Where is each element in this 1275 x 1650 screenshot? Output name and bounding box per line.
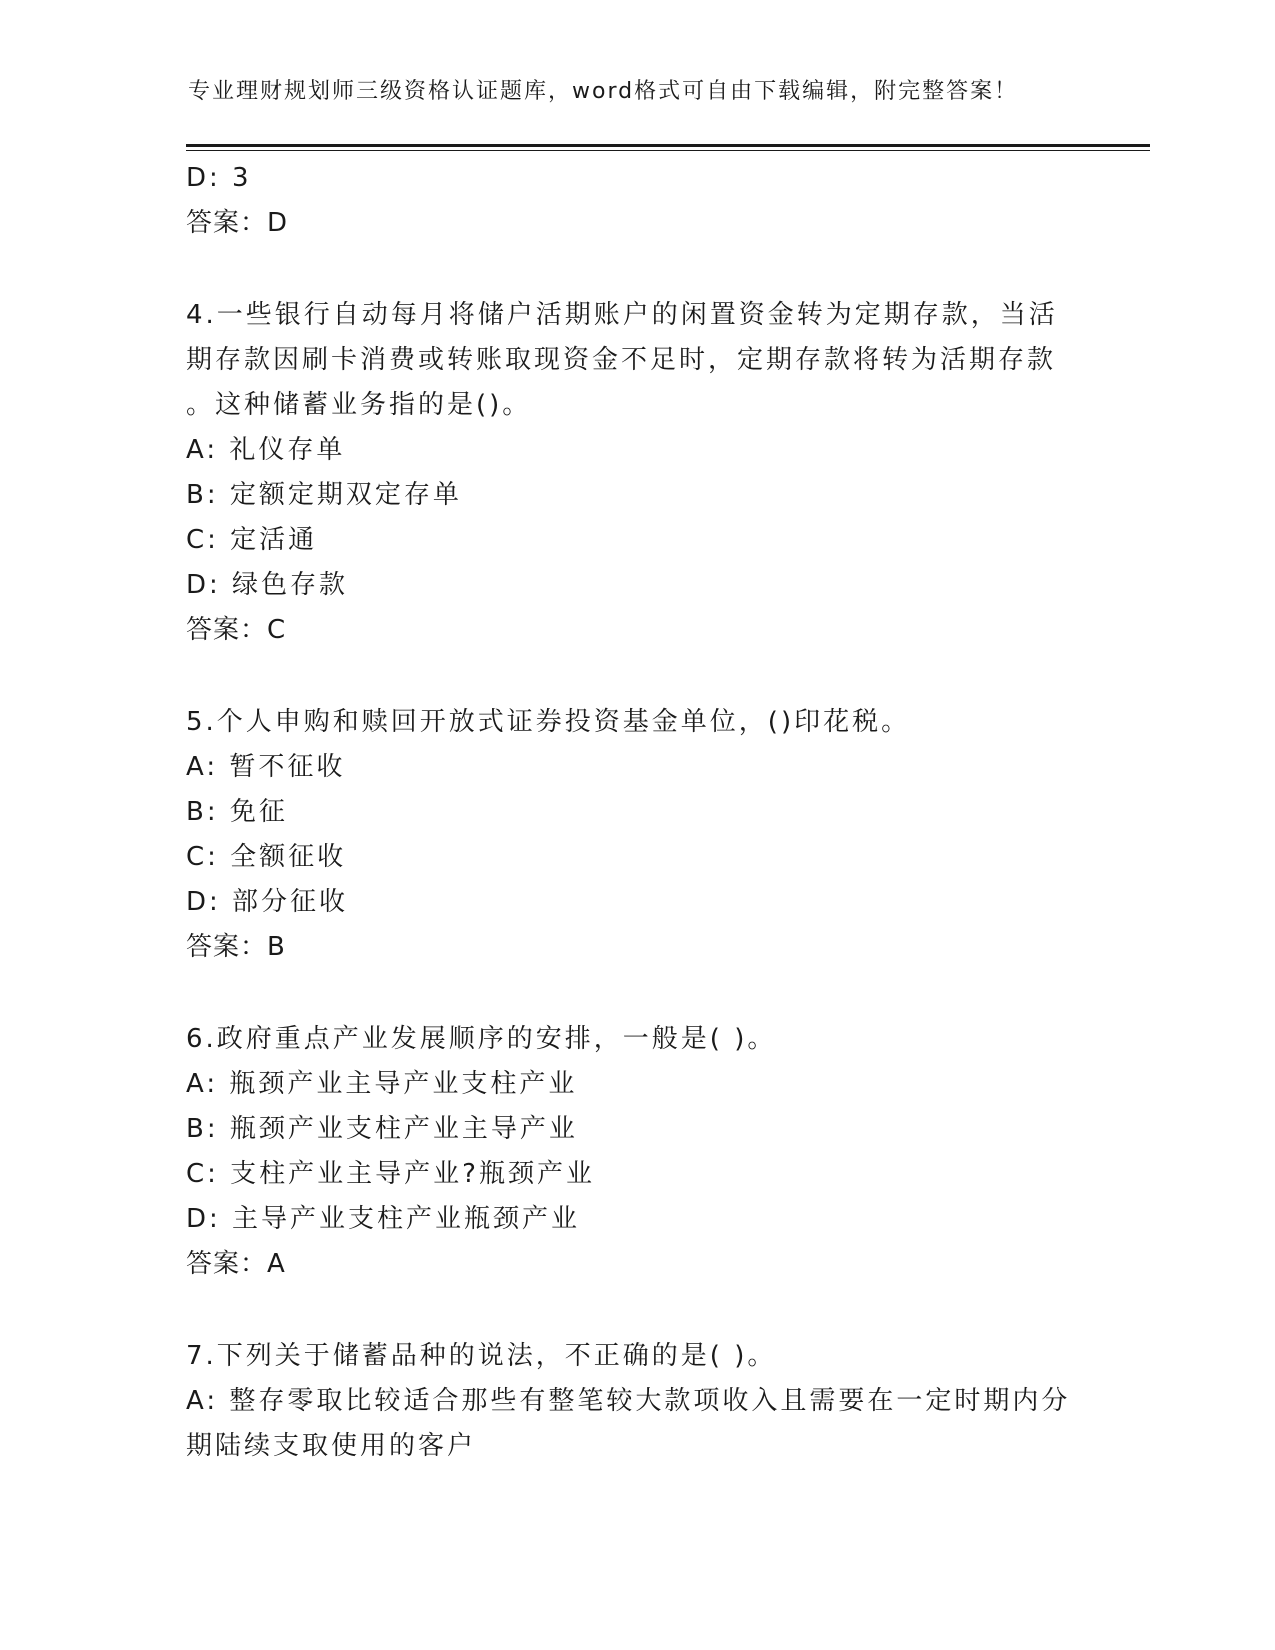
answer: 答案：B bbox=[186, 932, 286, 962]
page-content bbox=[186, 156, 1086, 1469]
option-b: B: 瓶颈产业支柱产业主导产业 bbox=[186, 1114, 578, 1144]
option-a: A: 整存零取比较适合那些有整笔较大款项收入且需要在一定时期内分 bbox=[186, 1386, 1071, 1416]
answer: 答案：D bbox=[186, 208, 289, 238]
option-d: D: 绿色存款 bbox=[186, 570, 349, 600]
option-d: D: 部分征收 bbox=[186, 887, 349, 917]
question-text: 期存款因刷卡消费或转账取现资金不足时，定期存款将转为活期存款 bbox=[186, 345, 1057, 375]
question-text: 6.政府重点产业发展顺序的安排，一般是( )。 bbox=[186, 1024, 777, 1054]
question-4 bbox=[186, 293, 1086, 653]
option-c: C: 全额征收 bbox=[186, 842, 347, 872]
option-d: D: 主导产业支柱产业瓶颈产业 bbox=[186, 1204, 581, 1234]
question-text: 5.个人申购和赎回开放式证券投资基金单位，()印花税。 bbox=[186, 707, 911, 737]
header-divider bbox=[186, 144, 1150, 151]
page-header: 专业理财规划师三级资格认证题库，word格式可自由下载编辑，附完整答案！ bbox=[188, 79, 1019, 104]
answer: 答案：A bbox=[186, 1249, 286, 1279]
answer: 答案：C bbox=[186, 615, 287, 645]
question-6 bbox=[186, 1017, 1086, 1287]
option-b: B: 定额定期双定存单 bbox=[186, 480, 462, 510]
option-c: C: 定活通 bbox=[186, 525, 318, 555]
option-c: C: 支柱产业主导产业?瓶颈产业 bbox=[186, 1159, 595, 1189]
question-7 bbox=[186, 1334, 1086, 1469]
question-5 bbox=[186, 700, 1086, 970]
option-a: A: 暂不征收 bbox=[186, 752, 346, 782]
question-text: 4.一些银行自动每月将储户活期账户的闲置资金转为定期存款，当活 bbox=[186, 300, 1058, 330]
option-a: A: 礼仪存单 bbox=[186, 435, 346, 465]
question-text: 。这种储蓄业务指的是()。 bbox=[186, 390, 532, 420]
option-a-continued: 期陆续支取使用的客户 bbox=[186, 1431, 477, 1461]
question-text: 7.下列关于储蓄品种的说法，不正确的是( )。 bbox=[186, 1341, 777, 1371]
option-d: D: 3 bbox=[186, 163, 252, 193]
option-b: B: 免征 bbox=[186, 797, 288, 827]
option-a: A: 瓶颈产业主导产业支柱产业 bbox=[186, 1069, 578, 1099]
